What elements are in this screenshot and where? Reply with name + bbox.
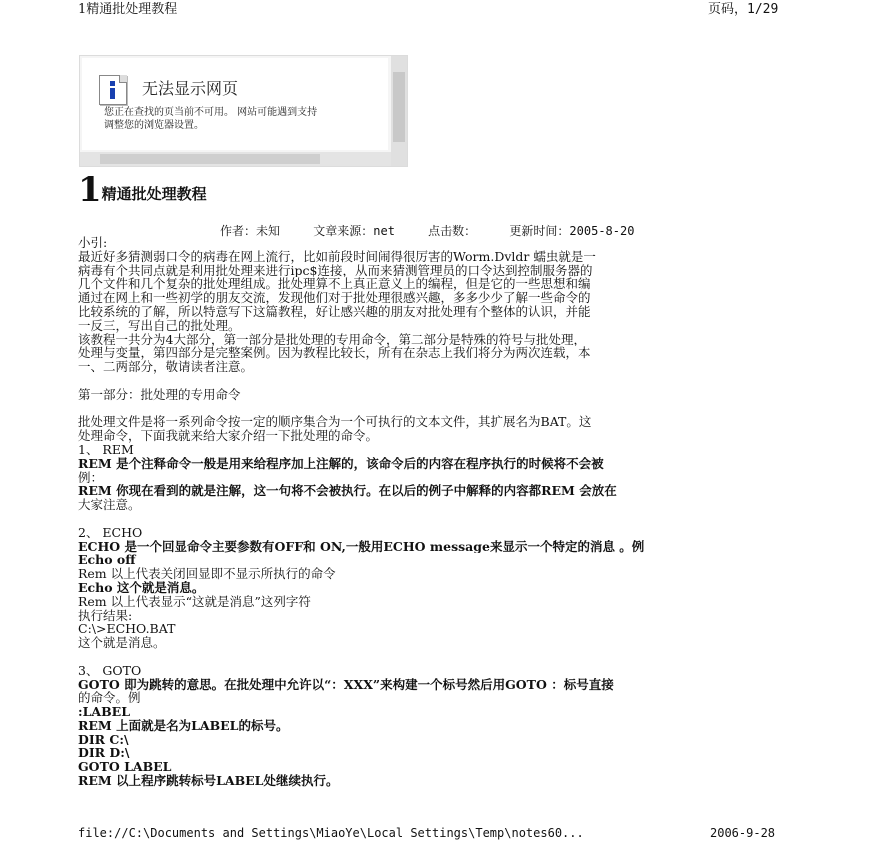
error-page-title: 无法显示网页 xyxy=(142,79,239,98)
article-body xyxy=(78,236,790,788)
meta-hits: 点击数： xyxy=(428,224,477,238)
meta-source: 文章来源：net xyxy=(313,224,395,238)
body-line: 的命令。例 xyxy=(78,691,141,706)
scrollbar-thumb[interactable] xyxy=(393,72,405,142)
body-line: 例： xyxy=(78,470,104,485)
footer-date: 2006-9-28 xyxy=(710,826,776,840)
meta-author: 作者：未知 xyxy=(220,224,281,238)
article-title-text: 精通批处理教程 xyxy=(101,185,207,203)
body-line: 通过在网上和一些初学的朋友交流，发现他们对于批处理很感兴趣，多多少少了解一些命令的 xyxy=(78,291,591,305)
scrollbar-thumb[interactable] xyxy=(100,154,320,164)
info-page-icon xyxy=(99,75,127,105)
article-title-number: 1 xyxy=(78,170,102,210)
body-line: GOTO LABEL xyxy=(78,760,172,775)
embedded-error-page xyxy=(79,55,408,167)
body-line: 病毒有个共同点就是利用批处理来进行ipc$连接，从而来猜测管理员的口令达到控制服务器的 xyxy=(78,263,593,278)
body-line: REM 上面就是名为LABEL的标号。 xyxy=(78,718,289,733)
body-line: REM 你现在看到的就是注解，这一句将不会被执行。在以后的例子中解释的内容都REM 会放在 xyxy=(78,484,617,499)
body-line: 一、二两部分，敬请读者注意。 xyxy=(78,360,254,374)
error-page-content xyxy=(82,58,388,150)
body-line: DIR D:\ xyxy=(78,746,130,761)
body-line: 3、 GOTO xyxy=(78,663,142,678)
vertical-scrollbar[interactable] xyxy=(391,56,407,166)
document-header-title: 1精通批处理教程 xyxy=(78,2,178,17)
meta-updated: 更新时间：2005-8-20 xyxy=(509,224,635,238)
body-line: :LABEL xyxy=(78,705,130,719)
footer-file-path: file://C:\Documents and Settings\MiaoYe\Local Settings\Temp\notes60... xyxy=(78,826,584,840)
blank-line xyxy=(78,512,790,526)
horizontal-scrollbar[interactable] xyxy=(80,152,391,166)
body-line: 小引: xyxy=(78,236,108,250)
blank-line xyxy=(78,374,790,388)
blank-line xyxy=(78,650,790,664)
body-line: GOTO 即为跳转的意思。在批处理中允许以“：XXX”来构建一个标号然后用GOTO ：标号直接 xyxy=(78,677,614,692)
body-line: REM 以上程序跳转标号LABEL处继续执行。 xyxy=(78,774,339,788)
body-line: DIR C:\ xyxy=(78,732,129,747)
error-message-line: 您正在查找的页当前不可用。 网站可能遇到支持 xyxy=(104,107,318,118)
error-message-line: 调整您的浏览器设置。 xyxy=(104,120,204,131)
article-title xyxy=(78,170,207,210)
body-line: 批处理文件是将一系列命令按一定的顺序集合为一个可执行的文本文件，其扩展名为BAT。这 xyxy=(78,415,592,430)
blank-line xyxy=(78,402,790,416)
error-page-message xyxy=(104,106,317,132)
body-line: C:\>ECHO.BAT xyxy=(78,622,176,637)
body-line: Rem 以上代表关闭回显即不显示所执行的命令 xyxy=(78,567,336,581)
body-line: 这个就是消息。 xyxy=(78,636,166,650)
body-line: 处理命令，下面我就来给大家介绍一下批处理的命令。 xyxy=(78,429,379,443)
body-line: 第一部分：批处理的专用命令 xyxy=(78,387,241,402)
body-line: 一反三，写出自己的批处理。 xyxy=(78,318,241,333)
body-line: Rem 以上代表显示“这就是消息”这列字符 xyxy=(78,594,311,609)
body-line: ECHO 是一个回显命令主要参数有OFF和 ON,一般用ECHO message来显示一个特定的消息 。例 xyxy=(78,539,645,554)
body-line: Echo off xyxy=(78,553,136,568)
body-line: 处理与变量，第四部分是完整案例。因为教程比较长，所有在杂志上我们将分为两次连载，本 xyxy=(78,346,591,361)
body-line: 执行结果: xyxy=(78,608,133,623)
body-line: Echo 这个就是消息。 xyxy=(78,580,205,595)
body-line: 该教程一共分为4大部分，第一部分是批处理的专用命令，第二部分是特殊的符号与批处理， xyxy=(78,332,586,347)
body-line: 1、 REM xyxy=(78,442,134,457)
body-line: 2、 ECHO xyxy=(78,525,143,540)
body-line: 最近好多猜测弱口令的病毒在网上流行，比如前段时间闹得很厉害的Worm.Dvldr 蠕虫就是一 xyxy=(78,249,596,264)
body-line: 大家注意。 xyxy=(78,498,141,512)
page-number: 页码，1/29 xyxy=(708,2,779,17)
body-line: REM 是个注释命令一般是用来给程序加上注解的，该命令后的内容在程序执行的时候将不会被 xyxy=(78,456,604,471)
body-line: 几个文件和几个复杂的批处理组成。批处理算不上真正意义上的编程，但是它的一些思想和编 xyxy=(78,277,591,292)
body-line: 比较系统的了解，所以特意写下这篇教程，好让感兴趣的朋友对批处理有个整体的认识，并能 xyxy=(78,304,591,319)
